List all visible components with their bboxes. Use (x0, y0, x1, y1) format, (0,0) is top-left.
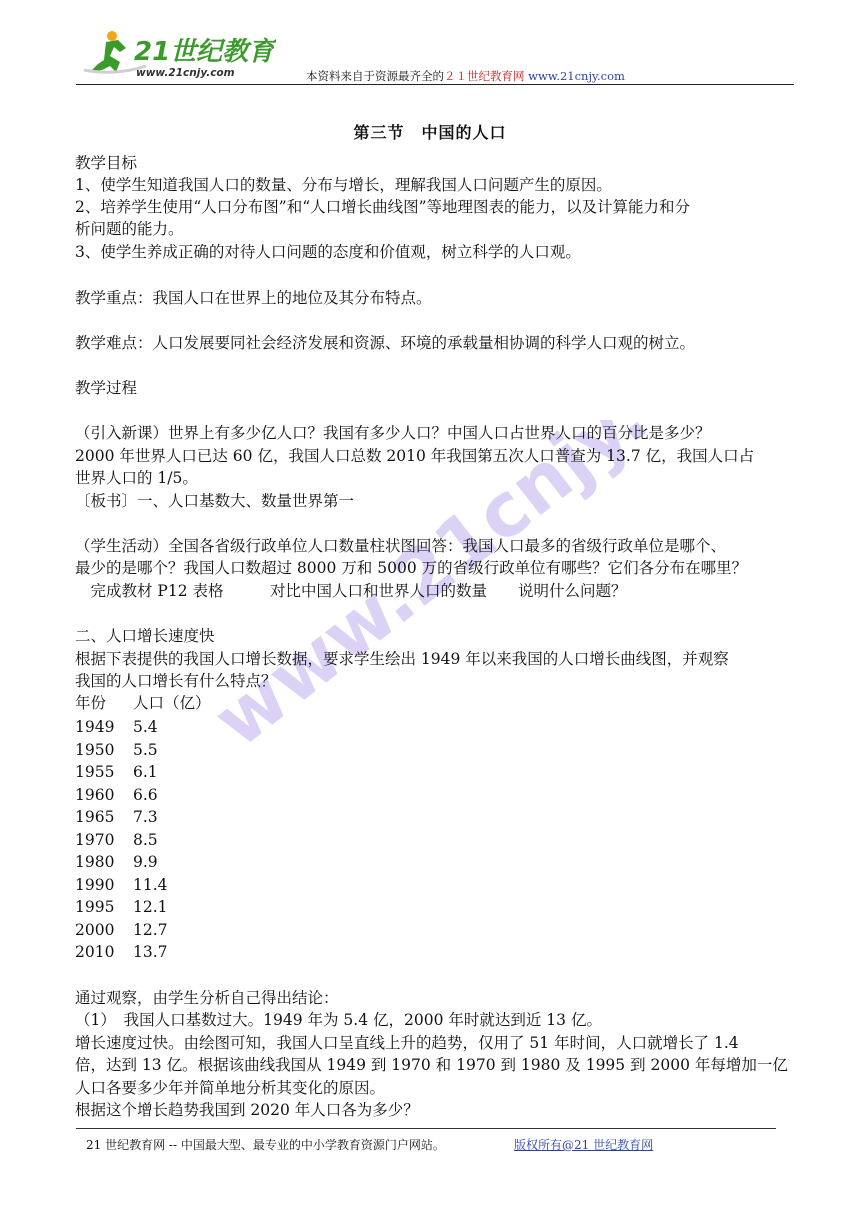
logo-url: www.21cnjy.com (136, 67, 235, 79)
text-line: 2、培养学生使用“人口分布图”和“人口增长曲线图”等地理图表的能力，以及计算能力和分 (75, 198, 691, 216)
table-cell-year: 1980 (75, 853, 115, 871)
text-line: 教学重点：我国人口在世界上的地位及其分布特点。 (75, 289, 432, 307)
text-line: 增长速度过快。由绘图可知，我国人口呈直线上升的趋势，仅用了 51 年时间，人口就增长了 1.4 (75, 1034, 739, 1052)
section-heading: 教学过程 (75, 379, 138, 397)
table-row (75, 919, 168, 941)
text-line: 世界人口的 1/5。 (75, 469, 198, 487)
table-row (75, 829, 158, 851)
table-row (75, 784, 158, 806)
text-line: （1） 我国人口基数过大。1949 年为 5.4 亿，2000 年时就达到近 13 亿。 (75, 1011, 602, 1029)
table-cell-year: 1949 (75, 718, 115, 736)
table-header (75, 692, 211, 714)
table-cell-value: 8.5 (133, 831, 158, 849)
table-row (75, 896, 168, 918)
logo-wordmark: 21世纪教育 (134, 37, 275, 67)
table-cell-year: 1965 (75, 808, 115, 826)
table-cell-value: 9.9 (133, 853, 158, 871)
section-heading: 二、人口增长速度快 (75, 627, 215, 645)
text-line: 析问题的能力。 (75, 220, 184, 238)
table-cell-value: 11.4 (133, 876, 168, 894)
footer-text: 21 世纪教育网 -- 中国最大型、最专业的中小学教育资源门户网站。 (86, 1138, 445, 1152)
header-divider (76, 84, 794, 85)
table-cell-value: 5.4 (133, 718, 158, 736)
table-cell-value: 6.6 (133, 786, 158, 804)
table-cell-year: 1960 (75, 786, 115, 804)
table-cell-year: 1955 (75, 763, 115, 781)
header-note-brand: ２１世纪教育网 (444, 69, 525, 83)
table-cell-year: 1990 (75, 876, 115, 894)
table-header-population: 人口（亿） (133, 694, 211, 712)
table-cell-value: 7.3 (133, 808, 158, 826)
site-logo[interactable] (76, 26, 276, 84)
table-row (75, 716, 158, 738)
header-note (306, 68, 625, 84)
text-line: 最少的是哪个？我国人口数超过 8000 万和 5000 万的省级行政单位有哪些？它们各分布在哪里？ (75, 559, 748, 577)
footer-divider (76, 1128, 776, 1129)
table-cell-value: 12.7 (133, 921, 168, 939)
header-note-prefix: 本资料来自于资源最齐全的 (306, 69, 444, 83)
text-line: 教学难点：人口发展要同社会经济发展和资源、环境的承载量相协调的科学人口观的树立。 (75, 334, 696, 352)
table-cell-year: 1995 (75, 898, 115, 916)
footer-copyright-link[interactable]: 版权所有@21 世纪教育网 (514, 1138, 654, 1152)
table-row (75, 851, 158, 873)
table-cell-year: 1970 (75, 831, 115, 849)
text-line: 根据这个增长趋势我国到 2020 年人口各为多少？ (75, 1101, 419, 1119)
logo-graphic (76, 26, 276, 84)
text-line: 我国的人口增长有什么特点？ (75, 672, 277, 690)
text-line: （引入新课）世界上有多少亿人口？我国有多少人口？中国人口占世界人口的百分比是多少？ (75, 424, 711, 442)
page-header (76, 26, 794, 86)
text-line: 3、使学生养成正确的对待人口问题的态度和价值观，树立科学的人口观。 (75, 243, 581, 261)
table-row (75, 941, 168, 963)
page-title: 第三节 中国的人口 (353, 123, 507, 142)
table-cell-value: 12.1 (133, 898, 168, 916)
table-cell-value: 6.1 (133, 763, 158, 781)
table-cell-year: 1950 (75, 741, 115, 759)
text-line: 〔板书〕一、人口基数大、数量世界第一 (75, 492, 355, 510)
table-cell-value: 13.7 (133, 943, 168, 961)
text-line: 2000 年世界人口已达 60 亿，我国人口总数 2010 年我国第五次人口普查为 13.7 亿，我国人口占 (75, 447, 755, 465)
text-line: 通过观察，由学生分析自己得出结论： (75, 989, 339, 1007)
table-cell-year: 2010 (75, 943, 115, 961)
header-note-url[interactable]: www.21cnjy.com (528, 69, 625, 83)
table-cell-year: 2000 (75, 921, 115, 939)
text-line: 人口各要多少年并简单地分析其变化的原因。 (75, 1079, 386, 1097)
text-line: 教学目标 (75, 154, 138, 172)
table-row (75, 761, 158, 783)
table-row (75, 739, 158, 761)
text-line: （学生活动）全国各省级行政单位人口数量柱状图回答：我国人口最多的省级行政单位是哪个、 (75, 537, 727, 555)
text-line: 1、使学生知道我国人口的数量、分布与增长，理解我国人口问题产生的原因。 (75, 176, 612, 194)
text-line: 完成教材 P12 表格 对比中国人口和世界人口的数量 说明什么问题？ (75, 582, 627, 600)
watermark-text: www.21cnjy.com (200, 420, 720, 765)
table-row (75, 806, 158, 828)
table-header-year: 年份 (75, 694, 107, 712)
text-line: 根据下表提供的我国人口增长数据，要求学生绘出 1949 年以来我国的人口增长曲线图，并观察 (75, 650, 729, 668)
table-row (75, 874, 168, 896)
text-line: 倍，达到 13 亿。根据该曲线我国从 1949 到 1970 和 1970 到 1980 及 1995 到 2000 年每增加一亿 (75, 1056, 788, 1074)
table-cell-value: 5.5 (133, 741, 158, 759)
